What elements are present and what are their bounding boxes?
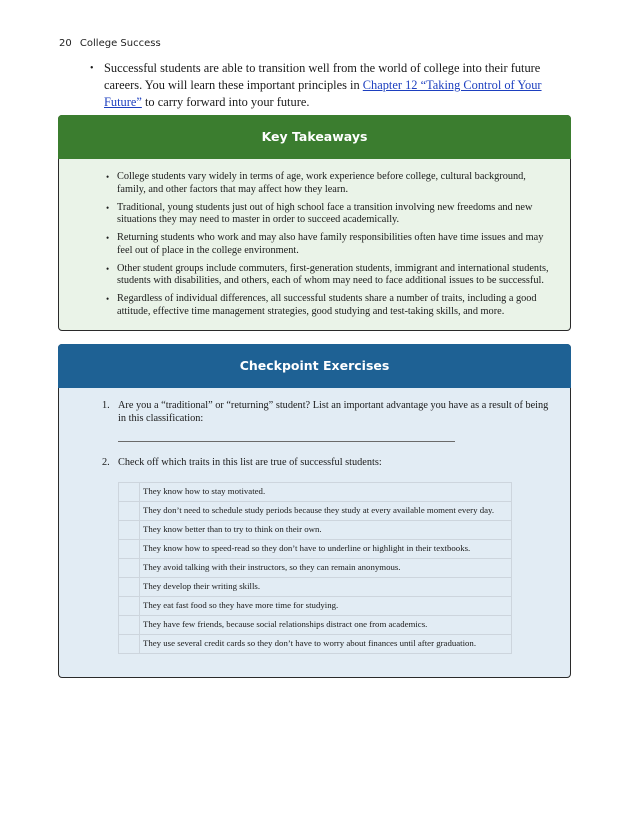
book-title: College Success xyxy=(79,38,161,49)
takeaway-item: • College students vary widely in terms of age, work experience before college, cultural background, family, and other factors that may affect how they learn. xyxy=(106,171,556,196)
trait-checkbox[interactable] xyxy=(119,577,140,596)
trait-text: They know better than to try to think on their own. xyxy=(140,520,512,539)
takeaway-item: • Traditional, young students just out of high school face a transition involving new freedoms and new situations they may need to master in order to succeed academically. xyxy=(106,202,556,227)
trait-checkbox[interactable] xyxy=(119,482,140,501)
trait-row xyxy=(119,596,512,615)
trait-row xyxy=(119,577,512,596)
takeaway-item: • Other student groups include commuters, first-generation students, immigrant and international students, students with disabilities, and others, each of whom may need to face additional issues to be successful. xyxy=(106,263,556,288)
trait-checkbox[interactable] xyxy=(119,539,140,558)
takeaway-item: • Returning students who work and may also have family responsibilities often have time issues and may feel out of place in the college environment. xyxy=(106,232,556,257)
trait-text: They avoid talking with their instructors, so they can remain anonymous. xyxy=(140,558,512,577)
takeaway-item: • Regardless of individual differences, all successful students share a number of traits, including a good attitude, effective time management strategies, good studying and test-taking skills, and more. xyxy=(106,293,556,318)
intro-paragraph xyxy=(90,60,564,111)
key-takeaways-list xyxy=(59,171,570,318)
trait-checkbox[interactable] xyxy=(119,558,140,577)
exercise-2-text: Check off which traits in this list are true of successful students: xyxy=(118,457,382,468)
trait-text: They use several credit cards so they don’t have to worry about finances until after graduation. xyxy=(140,634,512,653)
trait-checkbox[interactable] xyxy=(119,596,140,615)
trait-row xyxy=(119,539,512,558)
key-takeaways-title: Key Takeaways xyxy=(58,115,571,159)
exercise-2 xyxy=(102,457,556,654)
chapter-12-link[interactable]: Chapter 12 “Taking Control of Your Future” xyxy=(104,78,542,109)
running-header xyxy=(59,38,161,49)
checkpoint-exercises-box xyxy=(58,344,571,678)
trait-text: They develop their writing skills. xyxy=(140,577,512,596)
exercise-2-number: 2. xyxy=(102,457,110,468)
answer-line[interactable] xyxy=(118,429,455,442)
page-number: 20 xyxy=(59,38,72,49)
trait-row xyxy=(119,558,512,577)
exercise-1-number: 1. xyxy=(102,400,110,411)
trait-text: They know how to stay motivated. xyxy=(140,482,512,501)
exercise-1 xyxy=(102,400,556,442)
trait-checkbox[interactable] xyxy=(119,520,140,539)
trait-checkbox[interactable] xyxy=(119,634,140,653)
trait-row xyxy=(119,634,512,653)
trait-text: They have few friends, because social relationships distract one from academics. xyxy=(140,615,512,634)
intro-list xyxy=(90,60,564,111)
trait-row xyxy=(119,482,512,501)
trait-checkbox[interactable] xyxy=(119,615,140,634)
trait-text: They don’t need to schedule study periods because they study at every available moment every day. xyxy=(140,501,512,520)
intro-text-before: Successful students are able to transition well from the world of college into their future careers. You will learn these important principles in xyxy=(104,61,541,92)
trait-text: They know how to speed-read so they don’t have to underline or highlight in their textbooks. xyxy=(140,539,512,558)
traits-table xyxy=(118,482,512,654)
trait-text: They eat fast food so they have more time for studying. xyxy=(140,596,512,615)
trait-row xyxy=(119,615,512,634)
checkpoint-title: Checkpoint Exercises xyxy=(58,344,571,388)
key-takeaways-box xyxy=(58,115,571,331)
trait-row xyxy=(119,520,512,539)
trait-checkbox[interactable] xyxy=(119,501,140,520)
trait-row xyxy=(119,501,512,520)
exercise-list xyxy=(59,400,570,654)
exercise-1-text: Are you a “traditional” or “returning” student? List an important advantage you have as a result of being in this classification: xyxy=(118,400,549,424)
intro-text-after: to carry forward into your future. xyxy=(141,95,310,109)
